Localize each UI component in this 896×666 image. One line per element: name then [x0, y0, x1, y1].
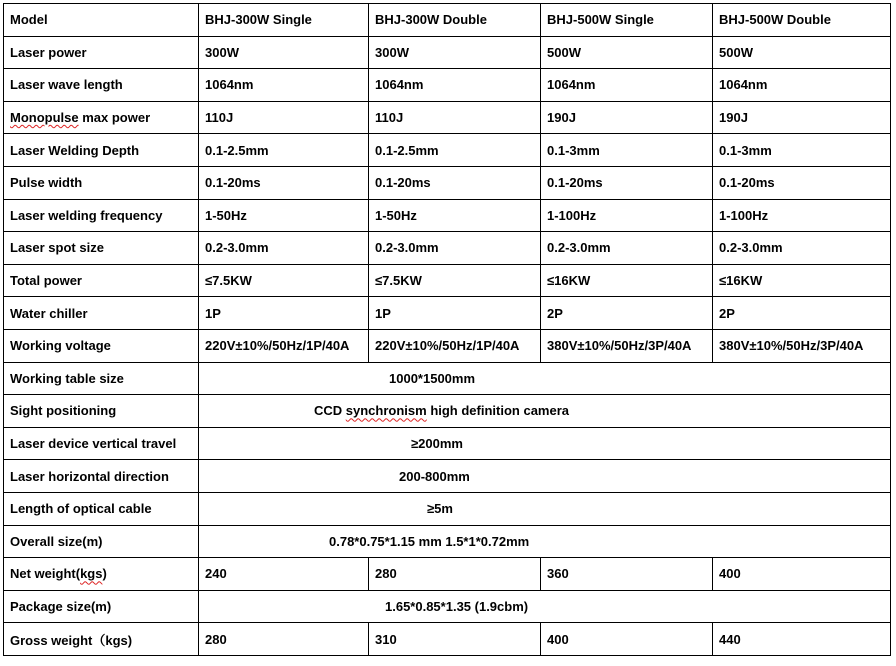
value-cell: 0.1-20ms [369, 166, 541, 199]
row-label-text: Monopulse max power [10, 110, 151, 126]
value-cell: 1-100Hz [713, 199, 891, 232]
value-cell: 1064nm [541, 69, 713, 102]
row-label-text: Laser horizontal direction [10, 468, 169, 484]
value-cell: 500W [713, 36, 891, 69]
value-cell: 360 [541, 558, 713, 591]
table-row [4, 199, 891, 232]
table-row [4, 297, 891, 330]
table-row [4, 329, 891, 362]
row-label-text: Net weight(kgs) [10, 566, 107, 582]
value-cell: 190J [713, 101, 891, 134]
header-cell-bhj-500w-single: BHJ-500W Single [541, 4, 713, 37]
row-label [4, 525, 199, 558]
value-cell: 1P [369, 297, 541, 330]
value-cell: ≤7.5KW [369, 264, 541, 297]
row-label-text: Laser device vertical travel [10, 436, 177, 452]
row-label-text: Overall size(m) [10, 533, 103, 549]
merged-value-text: 1.65*0.85*1.35 (1.9cbm) [385, 598, 529, 614]
header-cell-bhj-300w-single: BHJ-300W Single [199, 4, 369, 37]
value-cell: 400 [541, 623, 713, 656]
value-cell: 300W [369, 36, 541, 69]
merged-value-cell [199, 395, 891, 428]
value-cell: 1P [199, 297, 369, 330]
table-row [4, 69, 891, 102]
header-cell-model: Model [4, 4, 199, 37]
table-row [4, 264, 891, 297]
row-label-text: Working voltage [10, 338, 111, 354]
merged-value-cell [199, 362, 891, 395]
value-cell: 0.1-2.5mm [369, 134, 541, 167]
value-cell: ≤16KW [713, 264, 891, 297]
value-cell: 310 [369, 623, 541, 656]
row-label-text: Sight positioning [10, 403, 117, 419]
value-cell: 2P [541, 297, 713, 330]
value-cell: 1-100Hz [541, 199, 713, 232]
spec-table [3, 3, 891, 656]
row-label-text: Length of optical cable [10, 501, 152, 517]
row-label [4, 264, 199, 297]
row-label [4, 362, 199, 395]
table-row [4, 101, 891, 134]
row-label [4, 395, 199, 428]
value-cell: 280 [199, 623, 369, 656]
value-cell: 110J [369, 101, 541, 134]
table-row [4, 623, 891, 656]
merged-value-text: 200-800mm [399, 468, 470, 484]
table-row [4, 492, 891, 525]
table-row [4, 590, 891, 623]
table-row [4, 558, 891, 591]
merged-value-text: 1000*1500mm [389, 370, 476, 386]
row-label [4, 166, 199, 199]
value-cell: 0.2-3.0mm [541, 232, 713, 265]
row-label-text: Working table size [10, 370, 124, 386]
table-row [4, 427, 891, 460]
spec-table-body [4, 4, 891, 656]
value-cell: ≤16KW [541, 264, 713, 297]
table-row [4, 395, 891, 428]
row-label-text: Laser power [10, 44, 87, 60]
value-cell: 500W [541, 36, 713, 69]
row-label-text: Laser wave length [10, 77, 123, 93]
row-label-text: Package size(m) [10, 598, 112, 614]
row-label [4, 492, 199, 525]
merged-value-cell [199, 492, 891, 525]
header-row [4, 4, 891, 37]
row-label-text: Laser spot size [10, 240, 104, 256]
row-label [4, 297, 199, 330]
value-cell: 300W [199, 36, 369, 69]
merged-value-cell [199, 427, 891, 460]
value-cell: ≤7.5KW [199, 264, 369, 297]
merged-value-text: CCD synchronism high definition camera [314, 403, 569, 419]
row-label [4, 232, 199, 265]
value-cell: 1064nm [199, 69, 369, 102]
value-cell: 0.1-20ms [713, 166, 891, 199]
row-label [4, 101, 199, 134]
row-label [4, 36, 199, 69]
value-cell: 0.2-3.0mm [369, 232, 541, 265]
header-cell-bhj-500w-double: BHJ-500W Double [713, 4, 891, 37]
row-label [4, 558, 199, 591]
row-label-text: Water chiller [10, 305, 88, 321]
value-cell: 0.1-3mm [541, 134, 713, 167]
row-label-text: Total power [10, 273, 82, 289]
row-label [4, 199, 199, 232]
row-label-text: Gross weight（kgs) [10, 632, 133, 648]
row-label-text: Laser Welding Depth [10, 142, 140, 158]
value-cell: 380V±10%/50Hz/3P/40A [713, 329, 891, 362]
row-label [4, 623, 199, 656]
merged-value-text: ≥200mm [411, 436, 463, 452]
value-cell: 1064nm [369, 69, 541, 102]
row-label [4, 427, 199, 460]
value-cell: 1064nm [713, 69, 891, 102]
row-label-text: Pulse width [10, 175, 83, 191]
value-cell: 110J [199, 101, 369, 134]
value-cell: 220V±10%/50Hz/1P/40A [369, 329, 541, 362]
table-row [4, 36, 891, 69]
row-label [4, 329, 199, 362]
table-row [4, 460, 891, 493]
row-label [4, 590, 199, 623]
value-cell: 240 [199, 558, 369, 591]
value-cell: 400 [713, 558, 891, 591]
merged-value-text: 0.78*0.75*1.15 mm 1.5*1*0.72mm [329, 533, 530, 549]
value-cell: 0.1-20ms [541, 166, 713, 199]
value-cell: 440 [713, 623, 891, 656]
merged-value-text: ≥5m [427, 501, 453, 517]
table-row [4, 525, 891, 558]
merged-value-cell [199, 460, 891, 493]
row-label [4, 460, 199, 493]
merged-value-cell [199, 590, 891, 623]
table-row [4, 166, 891, 199]
value-cell: 2P [713, 297, 891, 330]
row-label [4, 134, 199, 167]
value-cell: 0.1-2.5mm [199, 134, 369, 167]
value-cell: 280 [369, 558, 541, 591]
value-cell: 1-50Hz [199, 199, 369, 232]
value-cell: 190J [541, 101, 713, 134]
table-row [4, 232, 891, 265]
row-label [4, 69, 199, 102]
value-cell: 0.1-3mm [713, 134, 891, 167]
value-cell: 0.1-20ms [199, 166, 369, 199]
header-cell-bhj-300w-double: BHJ-300W Double [369, 4, 541, 37]
value-cell: 0.2-3.0mm [713, 232, 891, 265]
value-cell: 380V±10%/50Hz/3P/40A [541, 329, 713, 362]
table-row [4, 362, 891, 395]
merged-value-cell [199, 525, 891, 558]
value-cell: 220V±10%/50Hz/1P/40A [199, 329, 369, 362]
value-cell: 1-50Hz [369, 199, 541, 232]
row-label-text: Laser welding frequency [10, 207, 163, 223]
table-row [4, 134, 891, 167]
value-cell: 0.2-3.0mm [199, 232, 369, 265]
